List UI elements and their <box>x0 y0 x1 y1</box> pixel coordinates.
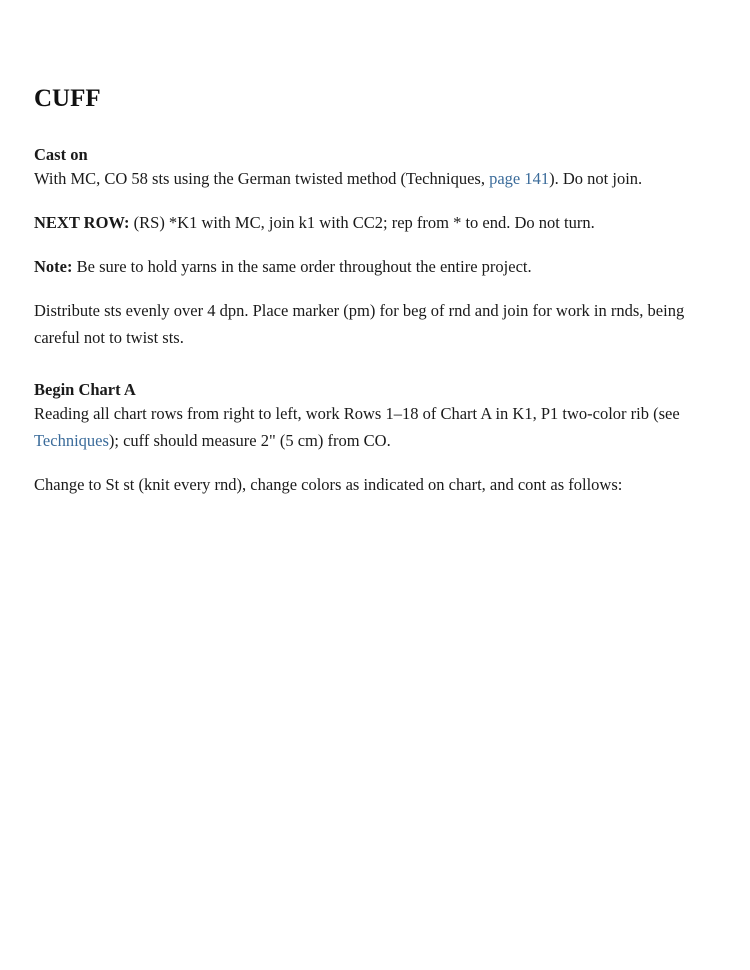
paragraph-chart-a-instructions <box>34 401 710 454</box>
next-row-label: NEXT ROW: <box>34 213 130 232</box>
paragraph-next-row <box>34 210 710 237</box>
paragraph-text: (RS) *K1 with MC, join k1 with CC2; rep from * to end. Do not turn. <box>129 213 595 232</box>
paragraph-change-to-st-st: Change to St st (knit every rnd), change colors as indicated on chart, and cont as follows: <box>34 474 623 494</box>
page-141-link[interactable]: page 141 <box>489 169 550 188</box>
note-label: Note: <box>34 257 73 276</box>
paragraph-distribute-sts: Distribute sts evenly over 4 dpn. Place marker (pm) for beg of rnd and join for work in rnds, being careful not to twist sts. <box>34 301 685 347</box>
paragraph-text: ); cuff should measure 2" (5 cm) from CO. <box>108 430 391 450</box>
page-title: CUFF <box>34 85 101 112</box>
paragraph-text: With MC, CO 58 sts using the German twisted method (Techniques, <box>34 169 490 188</box>
paragraph-text: Reading all chart rows from right to left, work Rows 1–18 of Chart A in K1, P1 two-color rib (see <box>34 404 680 423</box>
section-heading-cast-on: Cast on <box>34 145 88 164</box>
section-heading-begin-chart-a: Begin Chart A <box>34 380 136 399</box>
techniques-link[interactable]: Techniques <box>34 430 109 450</box>
paragraph-note <box>34 254 710 281</box>
paragraph-text: Be sure to hold yarns in the same order throughout the entire project. <box>72 257 532 276</box>
paragraph-text: ). Do not join. <box>549 169 643 188</box>
paragraph-cast-on-instructions <box>34 166 710 193</box>
